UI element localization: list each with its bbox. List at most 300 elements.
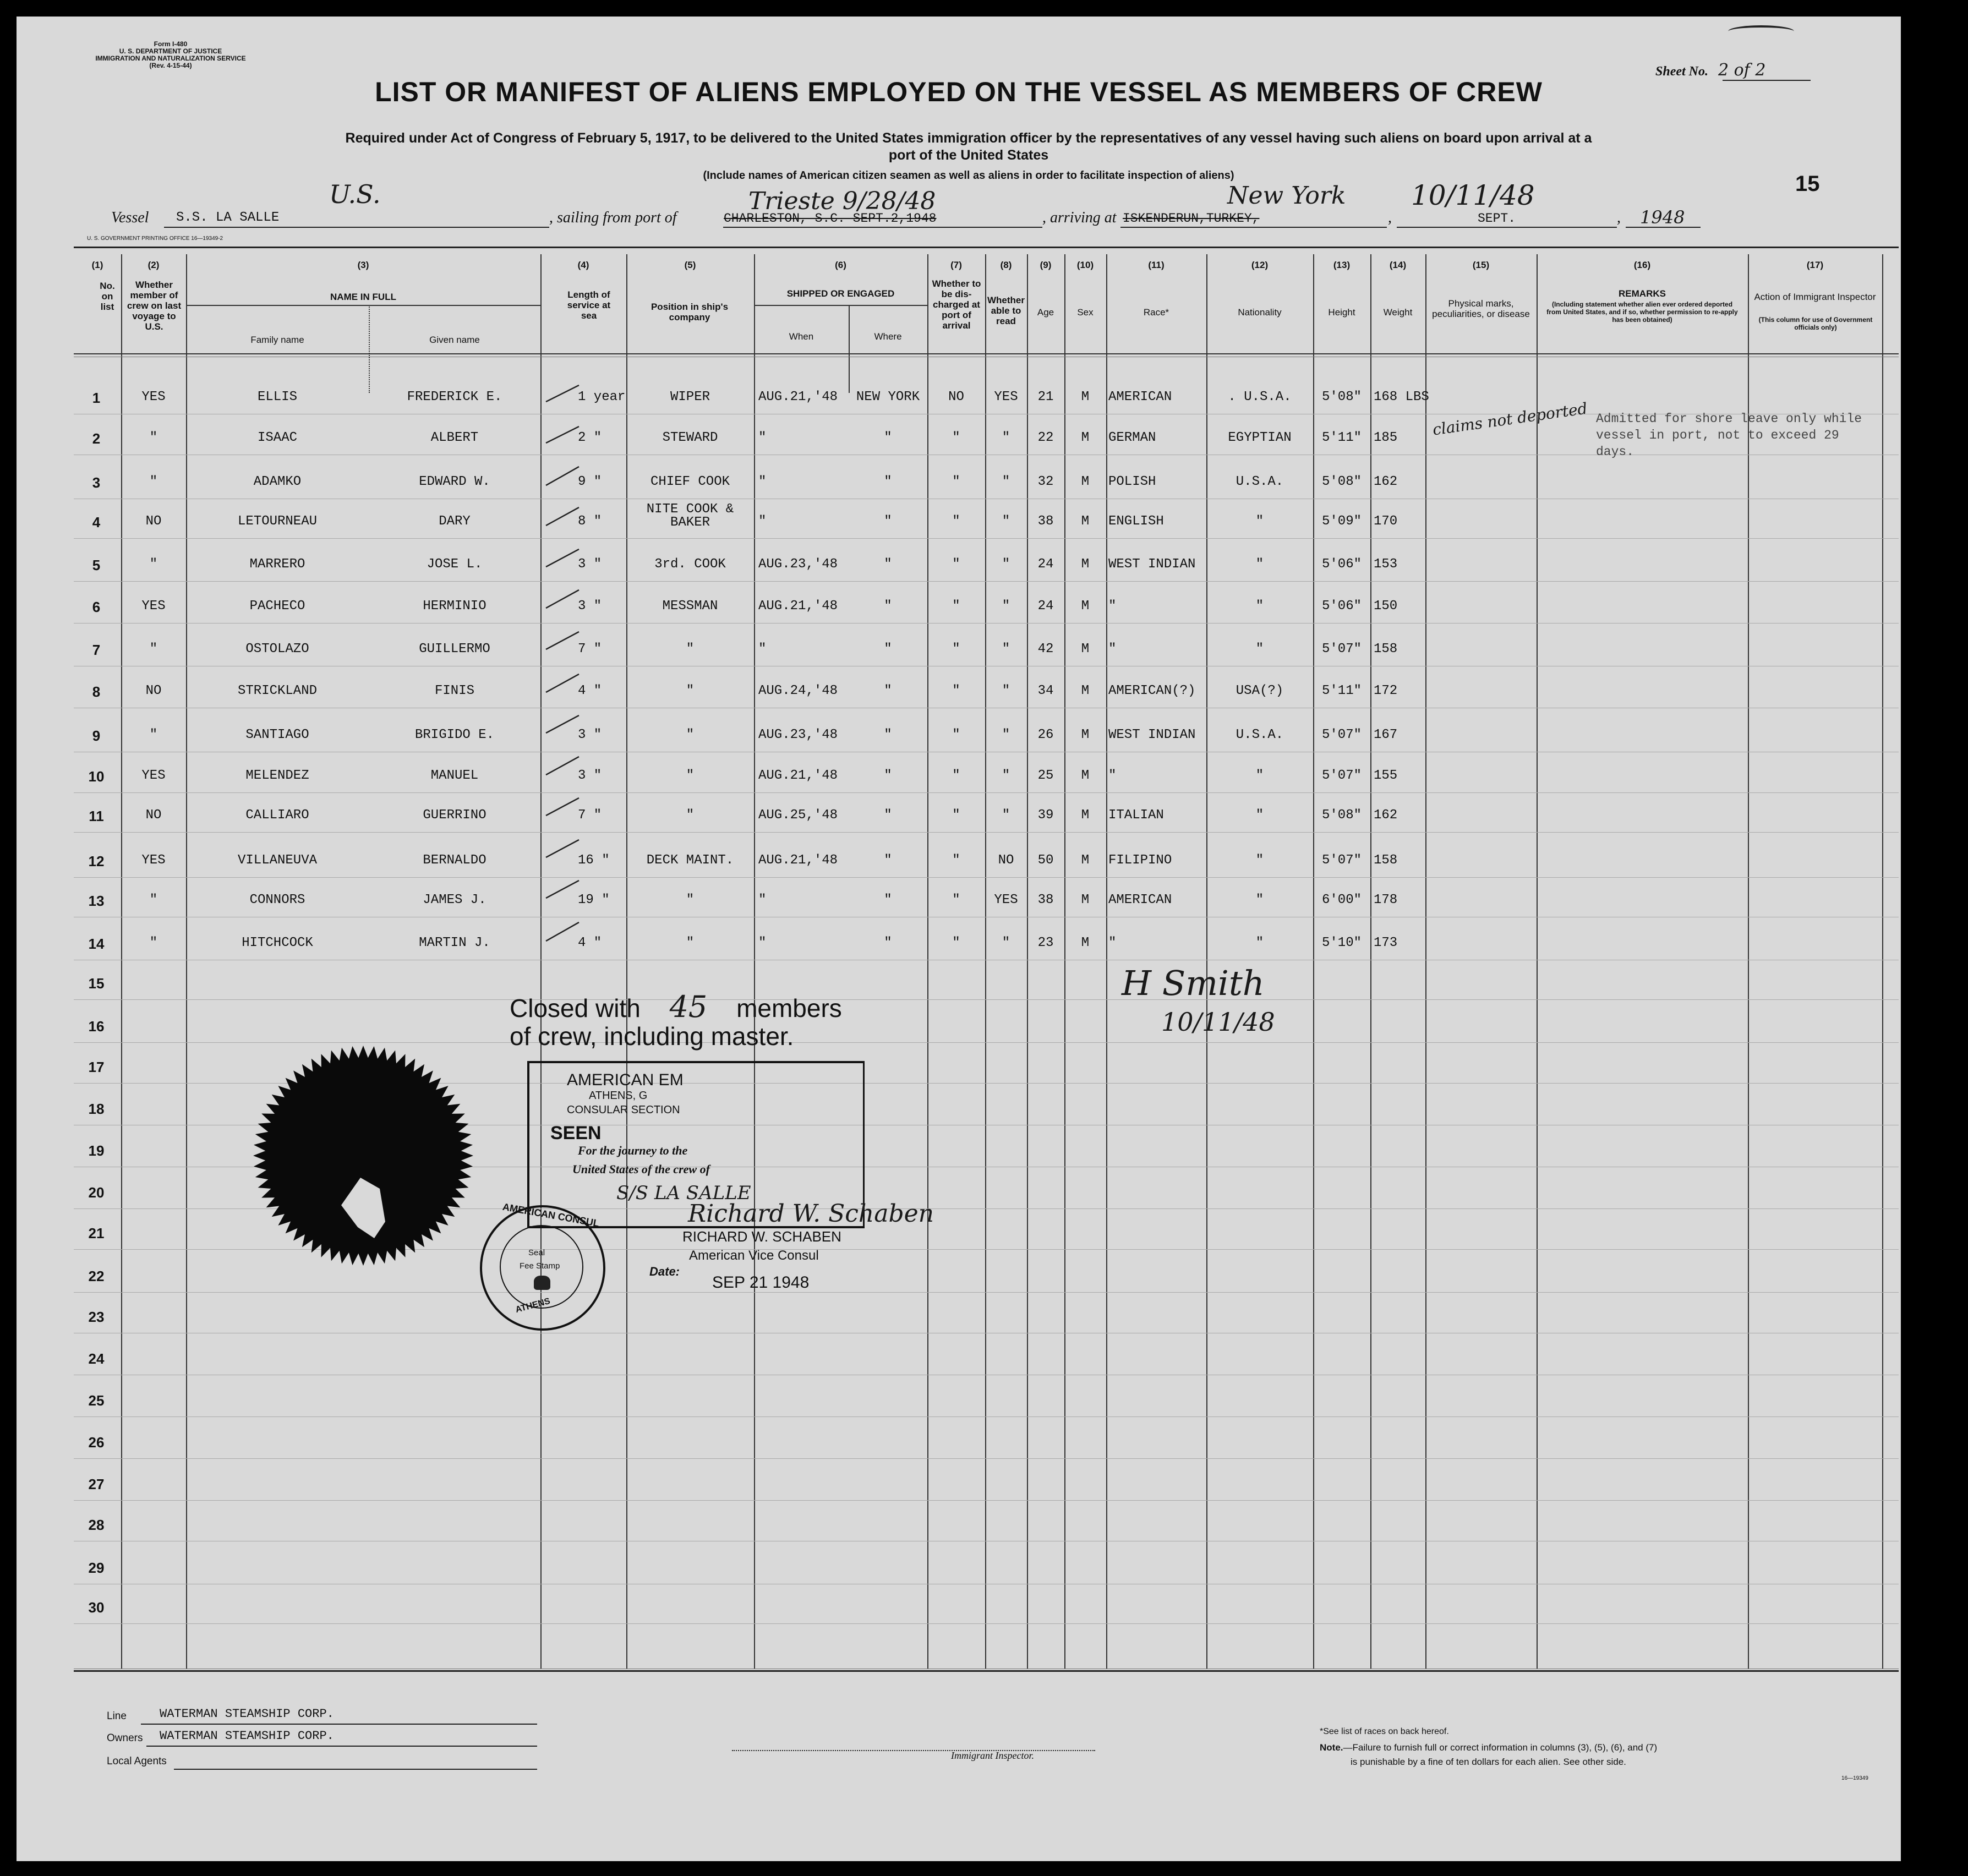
cell-age: 38 [1037, 893, 1054, 907]
stamp-seen: SEEN [550, 1123, 602, 1144]
col-header-position: Position in ship's company [650, 302, 729, 322]
physical-note: claims not deported [1431, 399, 1589, 439]
cell-service: 3 " [578, 599, 602, 614]
cell-nationality: " [1255, 514, 1264, 529]
footer-owners-label: Owners [107, 1732, 143, 1744]
cell-discharged: " [952, 768, 960, 783]
cell-where: " [884, 642, 892, 657]
cell-family: STRICKLAND [237, 683, 318, 698]
cell-weight: 173 [1374, 936, 1398, 950]
cell-last: YES [141, 853, 166, 868]
row-separator [74, 877, 1899, 878]
manifest-page [15, 15, 1902, 1862]
cell-last: YES [141, 390, 166, 404]
cell-position: STEWARD [662, 430, 718, 445]
cell-race: POLISH [1108, 474, 1156, 489]
cell-given: HERMINIO [423, 599, 486, 614]
eagle-icon [534, 1276, 550, 1290]
cell-family: VILLANEUVA [237, 853, 318, 868]
colnum-7: (7) [950, 260, 962, 270]
cell-last: NO [145, 514, 162, 529]
colnum-6: (6) [835, 260, 846, 270]
colnum-11: (11) [1148, 260, 1165, 270]
closed-stamp-line-1 [510, 989, 842, 1024]
row-number: 3 [92, 474, 101, 491]
cell-given: MANUEL [430, 768, 479, 783]
stamp-line-2: ATHENS, G [589, 1090, 648, 1102]
cell-discharged: " [952, 853, 960, 868]
cell-position: " [686, 936, 695, 950]
cell-age: 42 [1037, 642, 1054, 657]
cell-given: BERNALDO [423, 853, 486, 868]
row-number: 12 [88, 853, 105, 869]
cell-read: " [1002, 599, 1010, 614]
seal-outer-text: AMERICAN CONSUL [501, 1201, 600, 1229]
cell-height: 5'11" [1321, 430, 1362, 445]
footer-code: 16—19349 [1841, 1775, 1868, 1781]
cell-discharged: " [952, 557, 960, 572]
row-number: 22 [88, 1268, 105, 1284]
cell-last: NO [145, 808, 162, 823]
colnum-16: (16) [1633, 260, 1651, 270]
row-number: 7 [92, 642, 101, 658]
row-number: 15 [88, 975, 105, 992]
col-header-read: Whether able to read [987, 295, 1025, 326]
cell-sex: M [1081, 808, 1090, 823]
remarks-note: Admitted for shore leave only while vessel in port, not to exceed 29 days. [1596, 412, 1862, 459]
requirement-line-2: port of the United States [888, 147, 1049, 163]
row-number: 14 [88, 936, 105, 952]
cell-read: " [1002, 728, 1010, 742]
cell-race: " [1108, 768, 1117, 783]
col-header-age: Age [1037, 307, 1054, 318]
cell-family: SANTIAGO [245, 728, 309, 742]
cell-where: NEW YORK [856, 390, 920, 404]
col-header-shipped: SHIPPED OR ENGAGED [786, 288, 895, 299]
corner-mark [1728, 25, 1794, 37]
cell-service: 7 " [578, 642, 602, 657]
cell-weight: 153 [1374, 557, 1398, 572]
cell-given: FREDERICK E. [407, 390, 502, 404]
row-number: 13 [88, 893, 105, 909]
cell-position: " [686, 768, 695, 783]
cell-race: FILIPINO [1108, 853, 1172, 868]
footer-line-value: WATERMAN STEAMSHIP CORP. [160, 1707, 334, 1721]
row-separator [74, 1500, 1899, 1501]
col-header-family-name: Family name [250, 335, 304, 345]
cell-age: 32 [1037, 474, 1054, 489]
cell-sex: M [1081, 683, 1090, 698]
row-number: 1 [92, 390, 101, 406]
cell-race: " [1108, 642, 1117, 657]
cell-nationality: U.S.A. [1236, 474, 1284, 489]
col-header-nationality: Nationality [1238, 307, 1282, 318]
cell-when: " [758, 430, 767, 445]
cell-height: 5'08" [1321, 808, 1362, 823]
form-service: IMMIGRATION AND NATURALIZATION SERVICE [95, 54, 246, 62]
col-header-no: No. on list [100, 281, 115, 312]
cell-when: " [758, 642, 767, 657]
closed-text-a: Closed with [510, 994, 641, 1022]
cell-discharged: " [952, 514, 960, 529]
footer-agents-label: Local Agents [107, 1755, 167, 1767]
cell-where: " [884, 514, 892, 529]
cell-position: DECK MAINT. [646, 853, 734, 868]
cell-family: ELLIS [257, 390, 297, 404]
cell-when: AUG.21,'48 [758, 768, 838, 783]
requirement-line-1: Required under Act of Congress of February 5, 1917, to be delivered to the United States immigration officer by the representatives of any vessel having such aliens on board upon arrival at a [345, 130, 1592, 146]
cell-when: " [758, 936, 767, 950]
cell-given: GUILLERMO [419, 642, 490, 657]
cell-given: BRIGIDO E. [414, 728, 495, 742]
cell-where: " [884, 728, 892, 742]
cell-read: " [1002, 474, 1010, 489]
consul-name: RICHARD W. SCHABEN [682, 1228, 841, 1245]
cell-service: 1 year [578, 390, 626, 404]
cell-weight: 168 LBS [1374, 390, 1429, 404]
cell-last: YES [141, 599, 166, 614]
footer-note [1320, 1742, 1657, 1753]
cell-height: 5'11" [1321, 683, 1362, 698]
service-check-marks [540, 363, 626, 969]
cell-age: 38 [1037, 514, 1054, 529]
cell-weight: 167 [1374, 728, 1398, 742]
row-number: 27 [88, 1476, 105, 1492]
cell-family: ISAAC [257, 430, 297, 445]
cell-service: 16 " [578, 853, 610, 868]
cell-nationality: " [1255, 893, 1264, 907]
printing-office: U. S. GOVERNMENT PRINTING OFFICE 16—19349-2 [87, 236, 223, 242]
cell-nationality: " [1255, 768, 1264, 783]
row-number: 5 [92, 557, 101, 573]
cell-weight: 185 [1374, 430, 1398, 445]
row-number: 2 [92, 430, 101, 447]
cell-weight: 178 [1374, 893, 1398, 907]
cell-race: GERMAN [1108, 430, 1156, 445]
cell-read: NO [998, 853, 1014, 868]
cell-nationality: EGYPTIAN [1228, 430, 1292, 445]
cell-race: ITALIAN [1108, 808, 1164, 823]
row-separator [74, 1292, 1899, 1293]
footer-owners-value: WATERMAN STEAMSHIP CORP. [160, 1729, 334, 1743]
cell-race: " [1108, 936, 1117, 950]
cell-height: 5'07" [1321, 768, 1362, 783]
row-number: 29 [88, 1560, 105, 1576]
cell-race: AMERICAN [1108, 390, 1172, 404]
cell-height: 5'08" [1321, 474, 1362, 489]
row-number: 17 [88, 1059, 105, 1075]
cell-where: " [884, 768, 892, 783]
row-separator [74, 832, 1899, 833]
cell-read: " [1002, 936, 1010, 950]
requirement-text [105, 130, 1833, 164]
cell-when: AUG.25,'48 [758, 808, 838, 823]
cell-when: " [758, 893, 767, 907]
cell-service: 7 " [578, 808, 602, 823]
col-header-given-name: Given name [429, 335, 480, 345]
cell-age: 22 [1037, 430, 1054, 445]
cell-last: " [149, 728, 158, 742]
cell-age: 34 [1037, 683, 1054, 698]
stamp-journey-2: United States of the crew of [572, 1162, 710, 1176]
row-number: 18 [88, 1101, 105, 1117]
cell-family: MARRERO [249, 557, 305, 572]
cell-discharged: " [952, 808, 960, 823]
cell-race: AMERICAN [1108, 893, 1172, 907]
cell-sex: M [1081, 853, 1090, 868]
cell-service: 3 " [578, 728, 602, 742]
row-separator [74, 1458, 1899, 1459]
cell-height: 5'06" [1321, 599, 1362, 614]
cell-height: 5'07" [1321, 642, 1362, 657]
cell-given: ALBERT [430, 430, 479, 445]
row-number: 16 [88, 1018, 105, 1035]
col-header-where: Where [874, 331, 902, 342]
cell-weight: 150 [1374, 599, 1398, 614]
comma-2: , [1617, 209, 1621, 226]
cell-where: " [884, 599, 892, 614]
cell-service: 4 " [578, 936, 602, 950]
cell-given: EDWARD W. [419, 474, 490, 489]
cell-sex: M [1081, 514, 1090, 529]
cell-last: " [149, 474, 158, 489]
arrival-month: SEPT. [1478, 211, 1516, 226]
row-number: 30 [88, 1599, 105, 1616]
cell-weight: 162 [1374, 808, 1398, 823]
cell-last: YES [141, 768, 166, 783]
colnum-2: (2) [147, 260, 160, 270]
cell-when: AUG.21,'48 [758, 599, 838, 614]
cell-discharged: " [952, 936, 960, 950]
cell-discharged: " [952, 893, 960, 907]
row-separator [74, 581, 1899, 582]
cell-age: 26 [1037, 728, 1054, 742]
cell-age: 24 [1037, 557, 1054, 572]
form-number: Form I-480 [154, 40, 188, 48]
form-identifier [88, 41, 253, 69]
cell-discharged: " [952, 599, 960, 614]
row-number: 26 [88, 1434, 105, 1451]
cell-service: 3 " [578, 768, 602, 783]
vessel-handwritten: U.S. [329, 179, 381, 209]
cell-position: " [686, 728, 695, 742]
inspector-signature: H Smith [1122, 963, 1265, 1003]
cell-height: 5'07" [1321, 853, 1362, 868]
stamp-date: SEP 21 1948 [712, 1273, 810, 1292]
row-number: 25 [88, 1392, 105, 1409]
row-separator [74, 1416, 1899, 1417]
cell-position: " [686, 893, 695, 907]
cell-height: 6'00" [1321, 893, 1362, 907]
cell-position: " [686, 642, 695, 657]
cell-family: CONNORS [249, 893, 305, 907]
cell-read: YES [994, 390, 1018, 404]
cell-age: 50 [1037, 853, 1054, 868]
cell-given: DARY [439, 514, 471, 529]
cell-race: ENGLISH [1108, 514, 1164, 529]
cell-last: " [149, 893, 158, 907]
cell-service: 9 " [578, 474, 602, 489]
col-header-physical: Physical marks, peculiarities, or disease [1432, 298, 1530, 319]
cell-read: " [1002, 683, 1010, 698]
cell-height: 5'10" [1321, 936, 1362, 950]
arriving-handwritten: New York [1227, 182, 1346, 210]
arriving-port: ISKENDERUN,TURKEY, [1123, 211, 1260, 226]
col-header-height: Height [1328, 307, 1355, 318]
cell-position: WIPER [670, 390, 710, 404]
row-number: 23 [88, 1309, 105, 1325]
cell-sex: M [1081, 599, 1090, 614]
colnum-3: (3) [357, 260, 369, 270]
seal-inner-1: Seal [528, 1248, 545, 1257]
cell-service: 2 " [578, 430, 602, 445]
cell-given: MARTIN J. [419, 936, 490, 950]
cell-age: 21 [1037, 390, 1054, 404]
cell-race: WEST INDIAN [1108, 557, 1196, 572]
cell-service: 8 " [578, 514, 602, 529]
cell-nationality: " [1255, 557, 1264, 572]
cell-nationality: " [1255, 936, 1264, 950]
cell-family: OSTOLAZO [245, 642, 309, 657]
cell-family: HITCHCOCK [242, 936, 313, 950]
cell-position: " [686, 683, 695, 698]
cell-service: 3 " [578, 557, 602, 572]
cell-height: 5'09" [1321, 514, 1362, 529]
cell-where: " [884, 853, 892, 868]
row-separator [74, 1623, 1899, 1624]
cell-nationality: " [1255, 853, 1264, 868]
cell-sex: M [1081, 557, 1090, 572]
cell-where: " [884, 557, 892, 572]
sailing-handwritten: Trieste 9/28/48 [748, 187, 936, 215]
form-revision: (Rev. 4-15-44) [149, 62, 192, 69]
vessel-label: Vessel [111, 209, 149, 226]
cell-when: AUG.21,'48 [758, 853, 838, 868]
stamp-date-label: Date: [649, 1265, 680, 1278]
cell-when: AUG.23,'48 [758, 728, 838, 742]
arriving-label: , arriving at [1042, 209, 1117, 226]
cell-weight: 172 [1374, 683, 1398, 698]
cell-discharged: " [952, 430, 960, 445]
include-note: (Include names of American citizen seamen as well as aliens in order to facilitate inspection of aliens) [703, 169, 1234, 182]
consul-signature: Richard W. Schaben [688, 1200, 934, 1228]
cell-sex: M [1081, 430, 1090, 445]
cell-when: AUG.23,'48 [758, 557, 838, 572]
cell-family: CALLIARO [245, 808, 309, 823]
cell-nationality: . U.S.A. [1228, 390, 1292, 404]
cell-race: WEST INDIAN [1108, 728, 1196, 742]
row-separator [74, 999, 1899, 1000]
colnum-14: (14) [1389, 260, 1407, 270]
cell-family: MELENDEZ [245, 768, 309, 783]
closed-text-b: members [736, 994, 842, 1022]
cell-when: AUG.21,'48 [758, 390, 838, 404]
stamp-line-3: CONSULAR SECTION [567, 1104, 680, 1116]
cell-last: " [149, 936, 158, 950]
colnum-17: (17) [1806, 260, 1824, 270]
arrival-date-handwritten: 10/11/48 [1411, 179, 1535, 211]
colnum-8: (8) [1000, 260, 1012, 270]
form-department: U. S. DEPARTMENT OF JUSTICE [119, 47, 222, 55]
row-number: 24 [88, 1350, 105, 1367]
cell-where: " [884, 936, 892, 950]
cell-nationality: " [1255, 808, 1264, 823]
footer-races-note: *See list of races on back hereof. [1320, 1727, 1449, 1736]
cell-discharged: " [952, 683, 960, 698]
colnum-12: (12) [1251, 260, 1269, 270]
cell-position: MESSMAN [662, 599, 718, 614]
footer-note-text-2: is punishable by a fine of ten dollars for each alien. See other side. [1351, 1757, 1626, 1767]
row-number: 21 [88, 1225, 105, 1241]
cell-last: NO [145, 683, 162, 698]
sailing-port: CHARLESTON, S.C. SEPT.2,1948 [724, 211, 937, 226]
cell-sex: M [1081, 936, 1090, 950]
cell-sex: M [1081, 390, 1090, 404]
colnum-4: (4) [577, 260, 589, 270]
footer-inspector-label: Immigrant Inspector. [951, 1750, 1034, 1761]
cell-weight: 158 [1374, 853, 1398, 868]
row-number: 28 [88, 1517, 105, 1533]
cell-read: " [1002, 808, 1010, 823]
cell-where: " [884, 683, 892, 698]
cell-weight: 162 [1374, 474, 1398, 489]
cell-where: " [884, 893, 892, 907]
row-separator [74, 538, 1899, 539]
cell-sex: M [1081, 728, 1090, 742]
cell-discharged: " [952, 728, 960, 742]
comma: , [1388, 209, 1392, 226]
cell-where: " [884, 474, 892, 489]
cell-given: GUERRINO [423, 808, 486, 823]
col-header-when: When [789, 331, 814, 342]
cell-discharged: NO [948, 390, 964, 404]
cell-sex: M [1081, 474, 1090, 489]
footer-line-label: Line [107, 1710, 127, 1722]
cell-read: " [1002, 514, 1010, 529]
cell-given: JOSE L. [427, 557, 483, 572]
colnum-15: (15) [1472, 260, 1490, 270]
row-number: 10 [88, 768, 105, 785]
cell-last: " [149, 557, 158, 572]
cell-where: " [884, 808, 892, 823]
cell-read: " [1002, 768, 1010, 783]
cell-age: 24 [1037, 599, 1054, 614]
col-header-length-service: Length of service at sea [567, 289, 611, 321]
page-number: 15 [1795, 172, 1820, 196]
row-separator [74, 792, 1899, 793]
cell-sex: M [1081, 893, 1090, 907]
cell-when: " [758, 474, 767, 489]
row-number: 20 [88, 1184, 105, 1201]
col-header-remarks: REMARKS [1619, 288, 1666, 299]
cell-nationality: " [1255, 642, 1264, 657]
col-header-remarks-note: (Including statement whether alien ever ordered deported from United States, and if so, whether permission to re-apply has been obtained) [1546, 300, 1738, 324]
col-header-name: NAME IN FULL [330, 292, 396, 302]
cell-family: LETOURNEAU [237, 514, 318, 529]
row-number: 11 [89, 808, 104, 824]
col-header-discharged: Whether to be dis- charged at port of arrival [932, 278, 981, 331]
cell-position: 3rd. COOK [654, 557, 726, 572]
cell-race: AMERICAN(?) [1108, 683, 1196, 698]
seal-bottom-text: ATHENS [514, 1296, 551, 1315]
col-header-last-voyage: Whether member of crew on last voyage to U.S. [127, 280, 182, 332]
sailing-label: , sailing from port of [549, 209, 677, 226]
cell-height: 5'08" [1321, 390, 1362, 404]
seal-inner-2: Fee Stamp [520, 1261, 560, 1271]
cell-age: 39 [1037, 808, 1054, 823]
cell-family: ADAMKO [253, 474, 302, 489]
row-number: 4 [92, 514, 101, 530]
